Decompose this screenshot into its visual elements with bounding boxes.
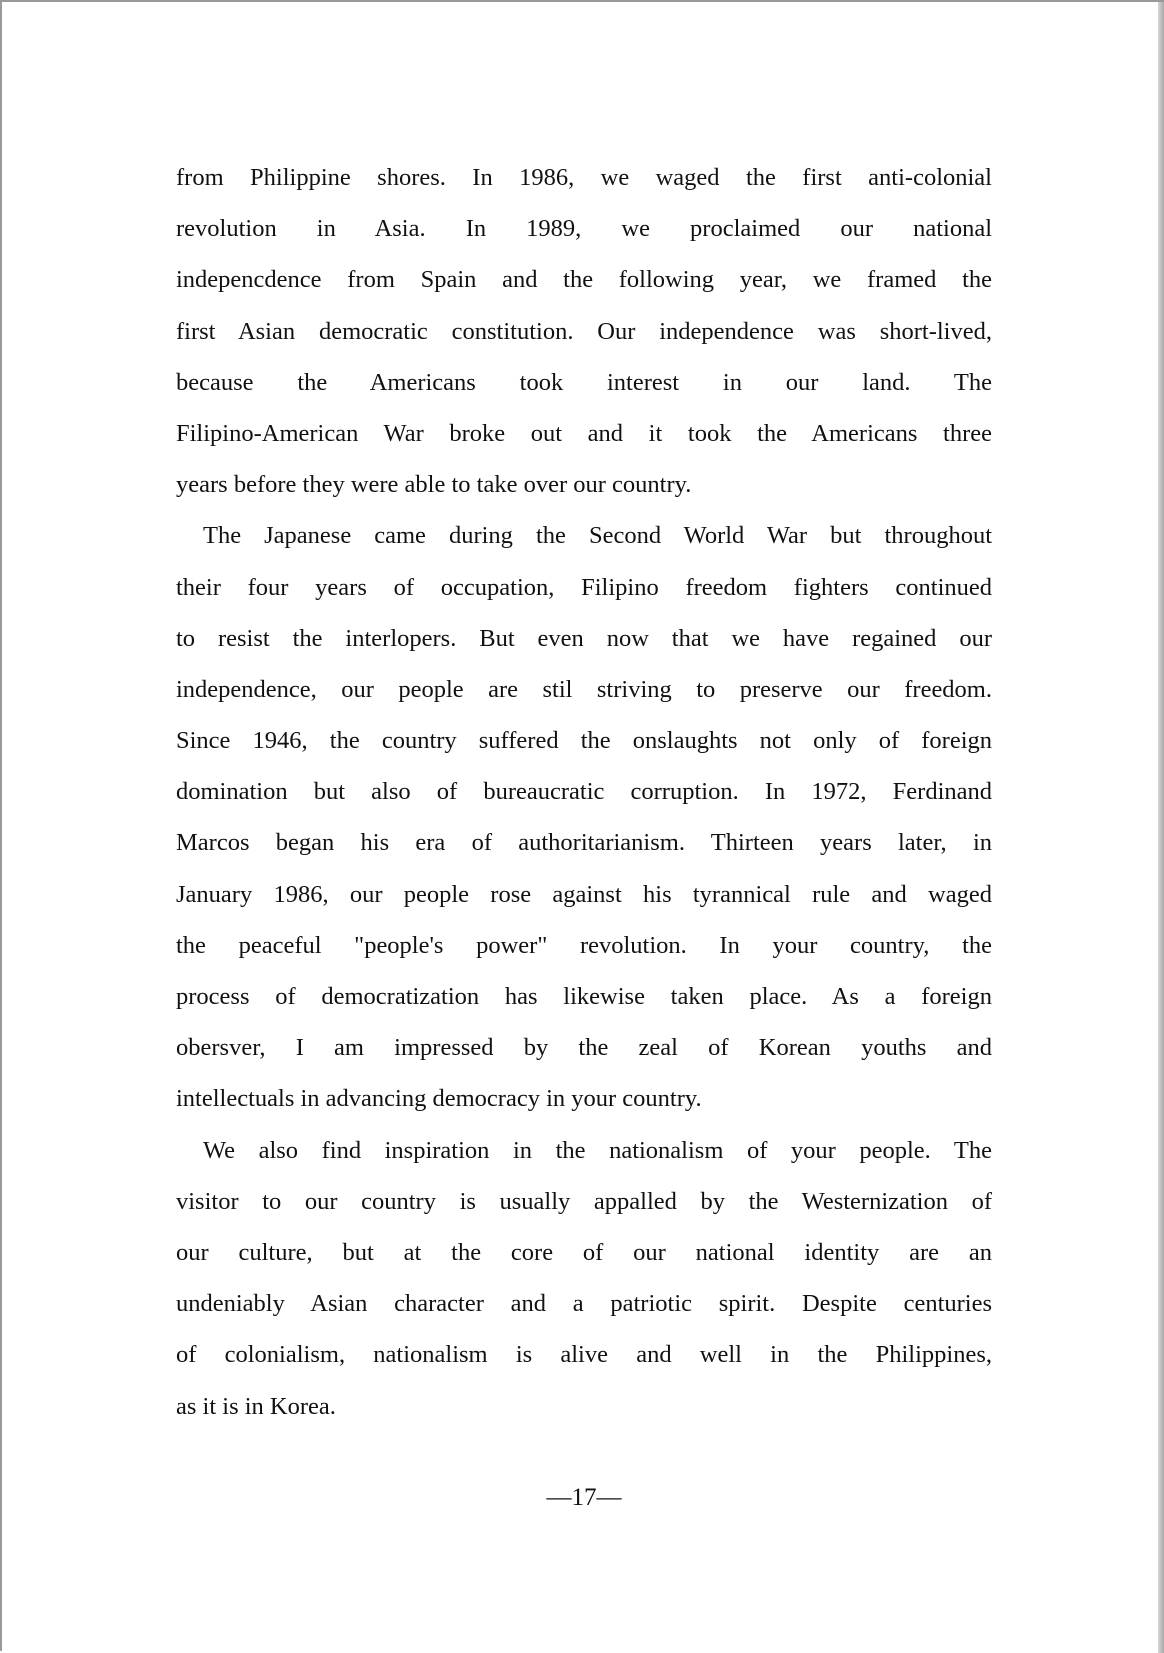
- paragraph-3-line-6: as it is in Korea.: [176, 1392, 336, 1420]
- paragraph-2-line-3: to resist the interlopers. But even now that we have regained our: [176, 624, 992, 652]
- paragraph-1-line-3: indepencdence from Spain and the following year, we framed the: [176, 266, 992, 294]
- paragraph-3-line-3: our culture, but at the core of our national identity are an: [176, 1238, 992, 1266]
- paragraph-3-line-4: undeniably Asian character and a patriotic spirit. Despite centuries: [176, 1290, 992, 1318]
- paragraph-1-line-1: from Philippine shores. In 1986, we waged the first anti-colonial: [176, 164, 992, 191]
- paragraph-2-line-2: their four years of occupation, Filipino freedom fighters continued: [176, 573, 992, 601]
- paragraph-2-line-11: obersver, I am impressed by the zeal of Korean youths and: [176, 1034, 992, 1062]
- paragraph-2-line-12: intellectuals in advancing democracy in your country.: [176, 1085, 702, 1113]
- paragraph-2-line-1: The Japanese came during the Second World War but throughout: [203, 522, 992, 550]
- paragraph-1-line-7: years before they were able to take over our country.: [176, 471, 692, 499]
- page-shadow: [1158, 2, 1164, 1653]
- paragraph-2-line-8: January 1986, our people rose against his tyrannical rule and waged: [176, 880, 992, 908]
- paragraph-2-line-10: process of democratization has likewise taken place. As a foreign: [176, 983, 992, 1010]
- paragraph-3-line-2: visitor to our country is usually appalled by the Westernization of: [176, 1187, 992, 1215]
- paragraph-2-line-7: Marcos began his era of authoritarianism. Thirteen years later, in: [176, 829, 992, 857]
- paragraph-1-line-4: first Asian democratic constitution. Our independence was short-lived,: [176, 317, 992, 345]
- paragraph-3-line-1: We also find inspiration in the nationalism of your people. The: [203, 1136, 992, 1164]
- paragraph-2-line-9: the peaceful "people's power" revolution. In your country, the: [176, 931, 992, 959]
- paragraph-2-line-4: independence, our people are stil striving to preserve our freedom.: [176, 675, 992, 703]
- paragraph-2-line-5: Since 1946, the country suffered the onslaughts not only of foreign: [176, 727, 992, 755]
- paragraph-2-line-6: domination but also of bureaucratic corruption. In 1972, Ferdinand: [176, 778, 992, 806]
- paragraph-1-line-2: revolution in Asia. In 1989, we proclaimed our national: [176, 215, 992, 243]
- paragraph-3-line-5: of colonialism, nationalism is alive and well in the Philippines,: [176, 1341, 992, 1369]
- page-number: —17—: [546, 1484, 622, 1511]
- body-text: [176, 152, 992, 1432]
- paragraph-1-line-6: Filipino-American War broke out and it took the Americans three: [176, 419, 992, 447]
- paragraph-1-line-5: because the Americans took interest in our land. The: [176, 368, 992, 396]
